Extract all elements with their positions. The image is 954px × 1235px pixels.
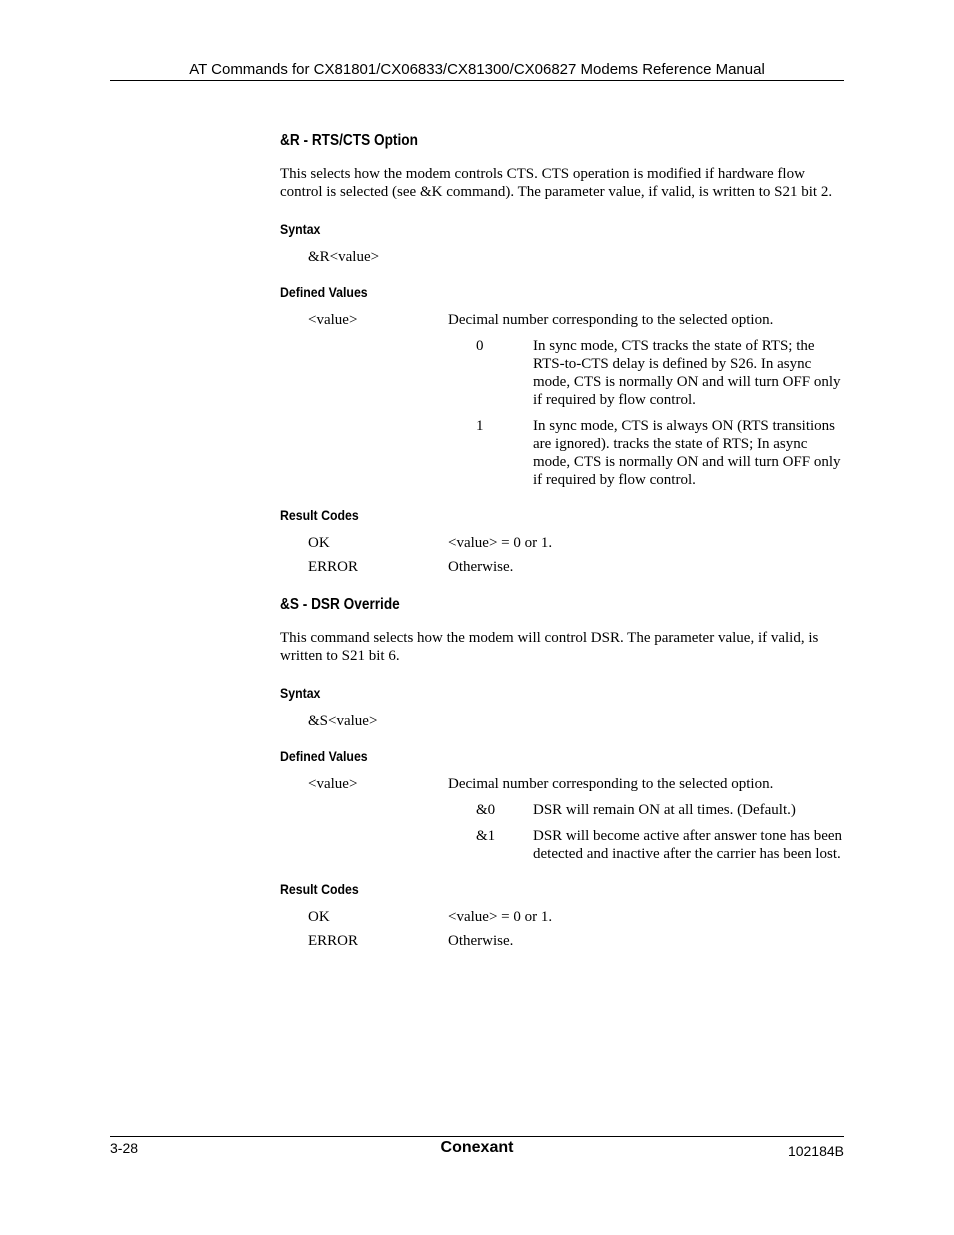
result-code: OK	[308, 909, 330, 925]
result-row	[280, 932, 844, 950]
result-row	[280, 558, 844, 576]
syntax-text: &S<value>	[308, 713, 378, 729]
result-code: ERROR	[308, 559, 359, 575]
value-desc: Decimal number corresponding to the selected option.	[448, 312, 774, 328]
section-description: This command selects how the modem will control DSR. The parameter value, if valid, is written to S21 bit 6.	[280, 630, 819, 664]
result-codes-heading: Result Codes	[280, 881, 359, 897]
option-row	[280, 337, 844, 409]
result-row	[280, 908, 844, 926]
option-row	[280, 827, 844, 863]
result-desc: <value> = 0 or 1.	[448, 909, 553, 925]
value-desc: Decimal number corresponding to the selected option.	[448, 776, 774, 792]
syntax-heading: Syntax	[280, 685, 321, 701]
value-name: <value>	[308, 312, 358, 328]
option-row	[280, 801, 844, 819]
result-desc: Otherwise.	[448, 933, 514, 949]
value-name: <value>	[308, 776, 358, 792]
header-rule	[110, 80, 844, 81]
result-code: OK	[308, 535, 330, 551]
option-desc: In sync mode, CTS tracks the state of RTS; the RTS-to-CTS delay is defined by S26. In async mode, CTS is normally ON and will turn OFF only if required by flow control.	[533, 338, 841, 408]
result-codes-heading: Result Codes	[280, 507, 359, 523]
document-number: 102184B	[787, 1143, 844, 1159]
result-desc: Otherwise.	[448, 559, 514, 575]
syntax-text: &R<value>	[308, 249, 380, 265]
option-desc: DSR will become active after answer tone has been detected and inactive after the carrier has been lost.	[533, 828, 843, 862]
value-row	[280, 775, 844, 793]
option-desc: DSR will remain ON at all times. (Default.)	[533, 802, 796, 818]
syntax-heading: Syntax	[280, 221, 321, 237]
option-code: &0	[476, 802, 496, 818]
running-header: AT Commands for CX81801/CX06833/CX81300/CX06827 Modems Reference Manual	[189, 61, 765, 78]
option-code: &1	[476, 828, 496, 844]
footer-rule	[110, 1136, 844, 1137]
option-code: 1	[476, 418, 484, 434]
page-number: 3-28	[110, 1140, 139, 1156]
syntax-row	[280, 248, 844, 266]
syntax-row	[280, 712, 844, 730]
defined-values-heading: Defined Values	[280, 748, 368, 764]
defined-values-heading: Defined Values	[280, 284, 368, 300]
page-content	[280, 131, 844, 950]
option-desc: In sync mode, CTS is always ON (RTS transitions are ignored). tracks the state of RTS; In async mode, CTS is normally ON and will turn OFF only if required by flow control.	[533, 418, 841, 488]
section-description: This selects how the modem controls CTS. CTS operation is modified if hardware flow control is selected (see &K command). The parameter value, if valid, is written to S21 bit 2.	[280, 166, 833, 200]
option-row	[280, 417, 844, 489]
footer-brand: Conexant	[440, 1139, 514, 1156]
option-code: 0	[476, 338, 484, 354]
section-title-rts-cts: &R - RTS/CTS Option	[280, 132, 418, 149]
result-code: ERROR	[308, 933, 359, 949]
section-title-dsr-override: &S - DSR Override	[280, 596, 400, 613]
result-row	[280, 534, 844, 552]
value-row	[280, 311, 844, 329]
result-desc: <value> = 0 or 1.	[448, 535, 553, 551]
